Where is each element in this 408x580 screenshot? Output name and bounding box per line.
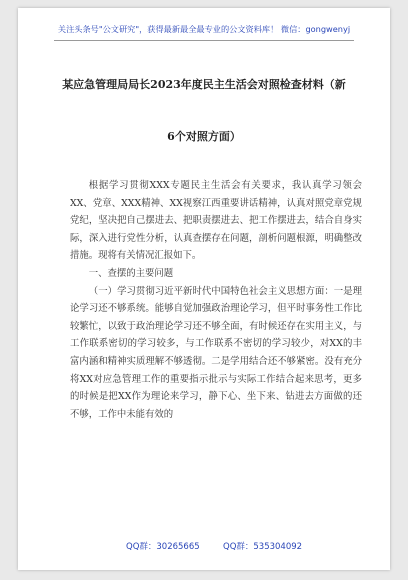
section-paragraph: （一）学习贯彻习近平新时代中国特色社会主义思想方面：一是理论学习还不够系统。能够自觉加强政治理论学习，但平时事务性工作比较繁忙，以致于政治理论学习还不够全面，有时候还存在实用主义，与工作联系密切的学习较多，与工作联系不密切的学习较少，对XX的丰富内涵和精神实质理解不够透彻。二是学用结合还不够紧密。没有充分将XX对应急管理工作的重要指示批示与实际工作结合起来思考，更多的时候是把XX作为理论来学习，静下心、坐下来、钻进去方面做的还不够，工作中未能有效的 xyxy=(70,285,362,420)
document-body xyxy=(70,177,362,423)
footer-qq-group-1: QQ群：30265665 xyxy=(126,542,200,552)
section-heading: 一、查摆的主要问题 xyxy=(88,267,174,279)
header-divider xyxy=(54,40,354,41)
document-title-line1: 某应急管理局局长2023年度民主生活会对照检查材料（新 xyxy=(62,78,346,91)
intro-paragraph: 根据学习贯彻XXX专题民主生活会有关要求，我认真学习领会XX、党章、XXX精神、XX视察江西重要讲话精神，认真对照党章党规党纪，坚决把自己摆进去、把职责摆进去、把工作摆进去，结合自身实际，深入进行党性分析，认真查摆存在问题，剖析问题根源，明确整改措施。现将有关情况汇报如下。 xyxy=(70,180,362,262)
header-banner: 关注头条号"公文研究"，获得最新最全最专业的公文资料库！ 微信：gongwenyj xyxy=(57,24,351,34)
document-page xyxy=(18,8,390,570)
document-title-line2: 6个对照方面） xyxy=(167,130,241,143)
footer-qq-group-2: QQ群：535304092 xyxy=(223,542,303,552)
